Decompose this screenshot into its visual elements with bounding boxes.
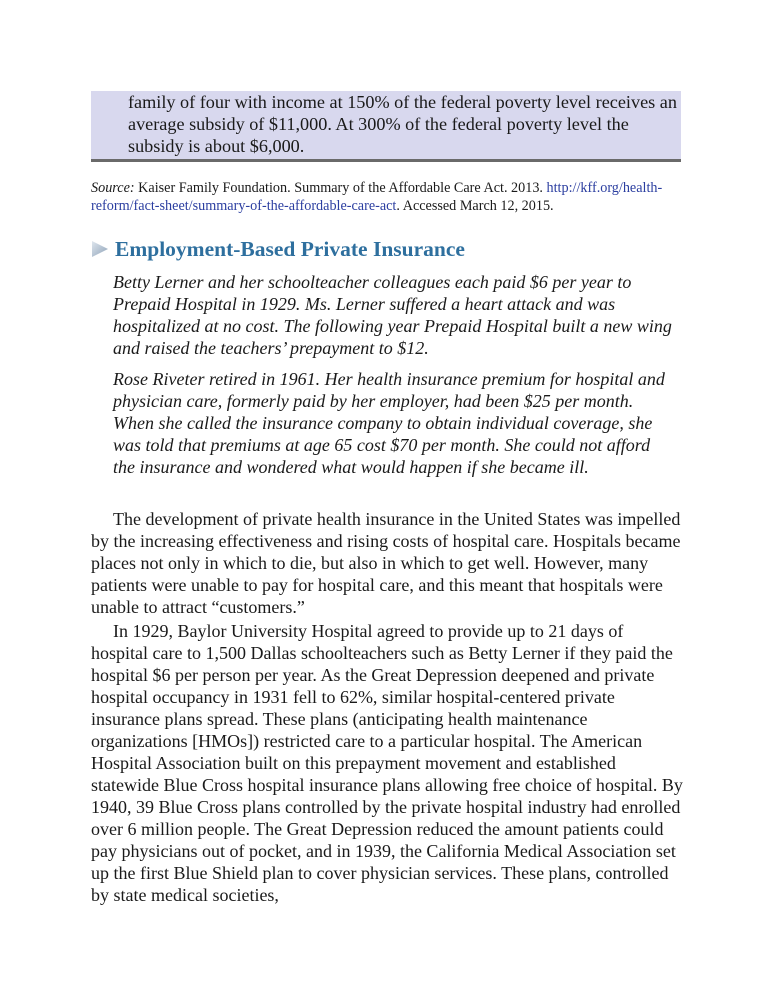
section-heading bbox=[91, 234, 691, 264]
callout-text: family of four with income at 150% of the federal poverty level receives an average subsidy of $11,000. At 300% of the federal poverty level the subsidy is about $6,000. bbox=[128, 92, 677, 156]
source-link[interactable]: http://kff.org/health-reform/fact-sheet/summary-of-the-affordable-care-act bbox=[91, 180, 663, 214]
source-accessed: . Accessed March 12, 2015. bbox=[396, 197, 554, 214]
vignette-betty-lerner: Betty Lerner and her schoolteacher colleagues each paid $6 per year to Prepaid Hospital in 1929. Ms. Lerner suffered a heart attack and was hospitalized at no cost. The following year Prepaid Hospital built a new wing and raised the teachers’ prepayment to $12. bbox=[113, 272, 672, 358]
triangle-arrow-icon bbox=[91, 240, 109, 258]
body-paragraph: In 1929, Baylor University Hospital agreed to provide up to 21 days of hospital care to 1,500 Dallas schoolteachers such as Betty Lerner if they paid the hospital $6 per person per year. As the Great Depression deepened and private hospital occupancy in 1931 fell to 62%, similar hospital-centered private insurance plans spread. These plans (anticipating health maintenance organizations [HMOs]) restricted care to a particular hospital. The American Hospital Association built on this prepayment movement and established statewide Blue Cross hospital insurance plans allowing free choice of hospital. By 1940, 39 Blue Cross plans controlled by the private hospital industry had enrolled over 6 million people. The Great Depression reduced the amount patients could pay physicians out of pocket, and in 1939, the California Medical Association set up the first Blue Shield plan to cover physician services. These plans, controlled by state medical societies, bbox=[91, 621, 683, 905]
source-label: Source: bbox=[91, 180, 135, 196]
section-title: Employment-Based Private Insurance bbox=[115, 237, 465, 261]
body-paragraph: The development of private health insurance in the United States was impelled by the increasing effectiveness and rising costs of hospital care. Hospitals became places not only in which to die, but also in which to get well. However, many patients were unable to pay for hospital care, and this meant that hospitals were unable to attract “customers.” bbox=[91, 509, 681, 617]
source-citation bbox=[91, 180, 681, 215]
callout-box bbox=[91, 91, 681, 162]
vignette-rose-riveter: Rose Riveter retired in 1961. Her health insurance premium for hospital and physician care, formerly paid by her employer, had been $25 per month. When she called the insurance company to obtain individual coverage, she was told that premiums at age 65 cost $70 per month. She could not afford the insurance and wondered what would happen if she became ill. bbox=[113, 369, 665, 477]
source-text: Kaiser Family Foundation. Summary of the Affordable Care Act. 2013. bbox=[134, 180, 547, 196]
